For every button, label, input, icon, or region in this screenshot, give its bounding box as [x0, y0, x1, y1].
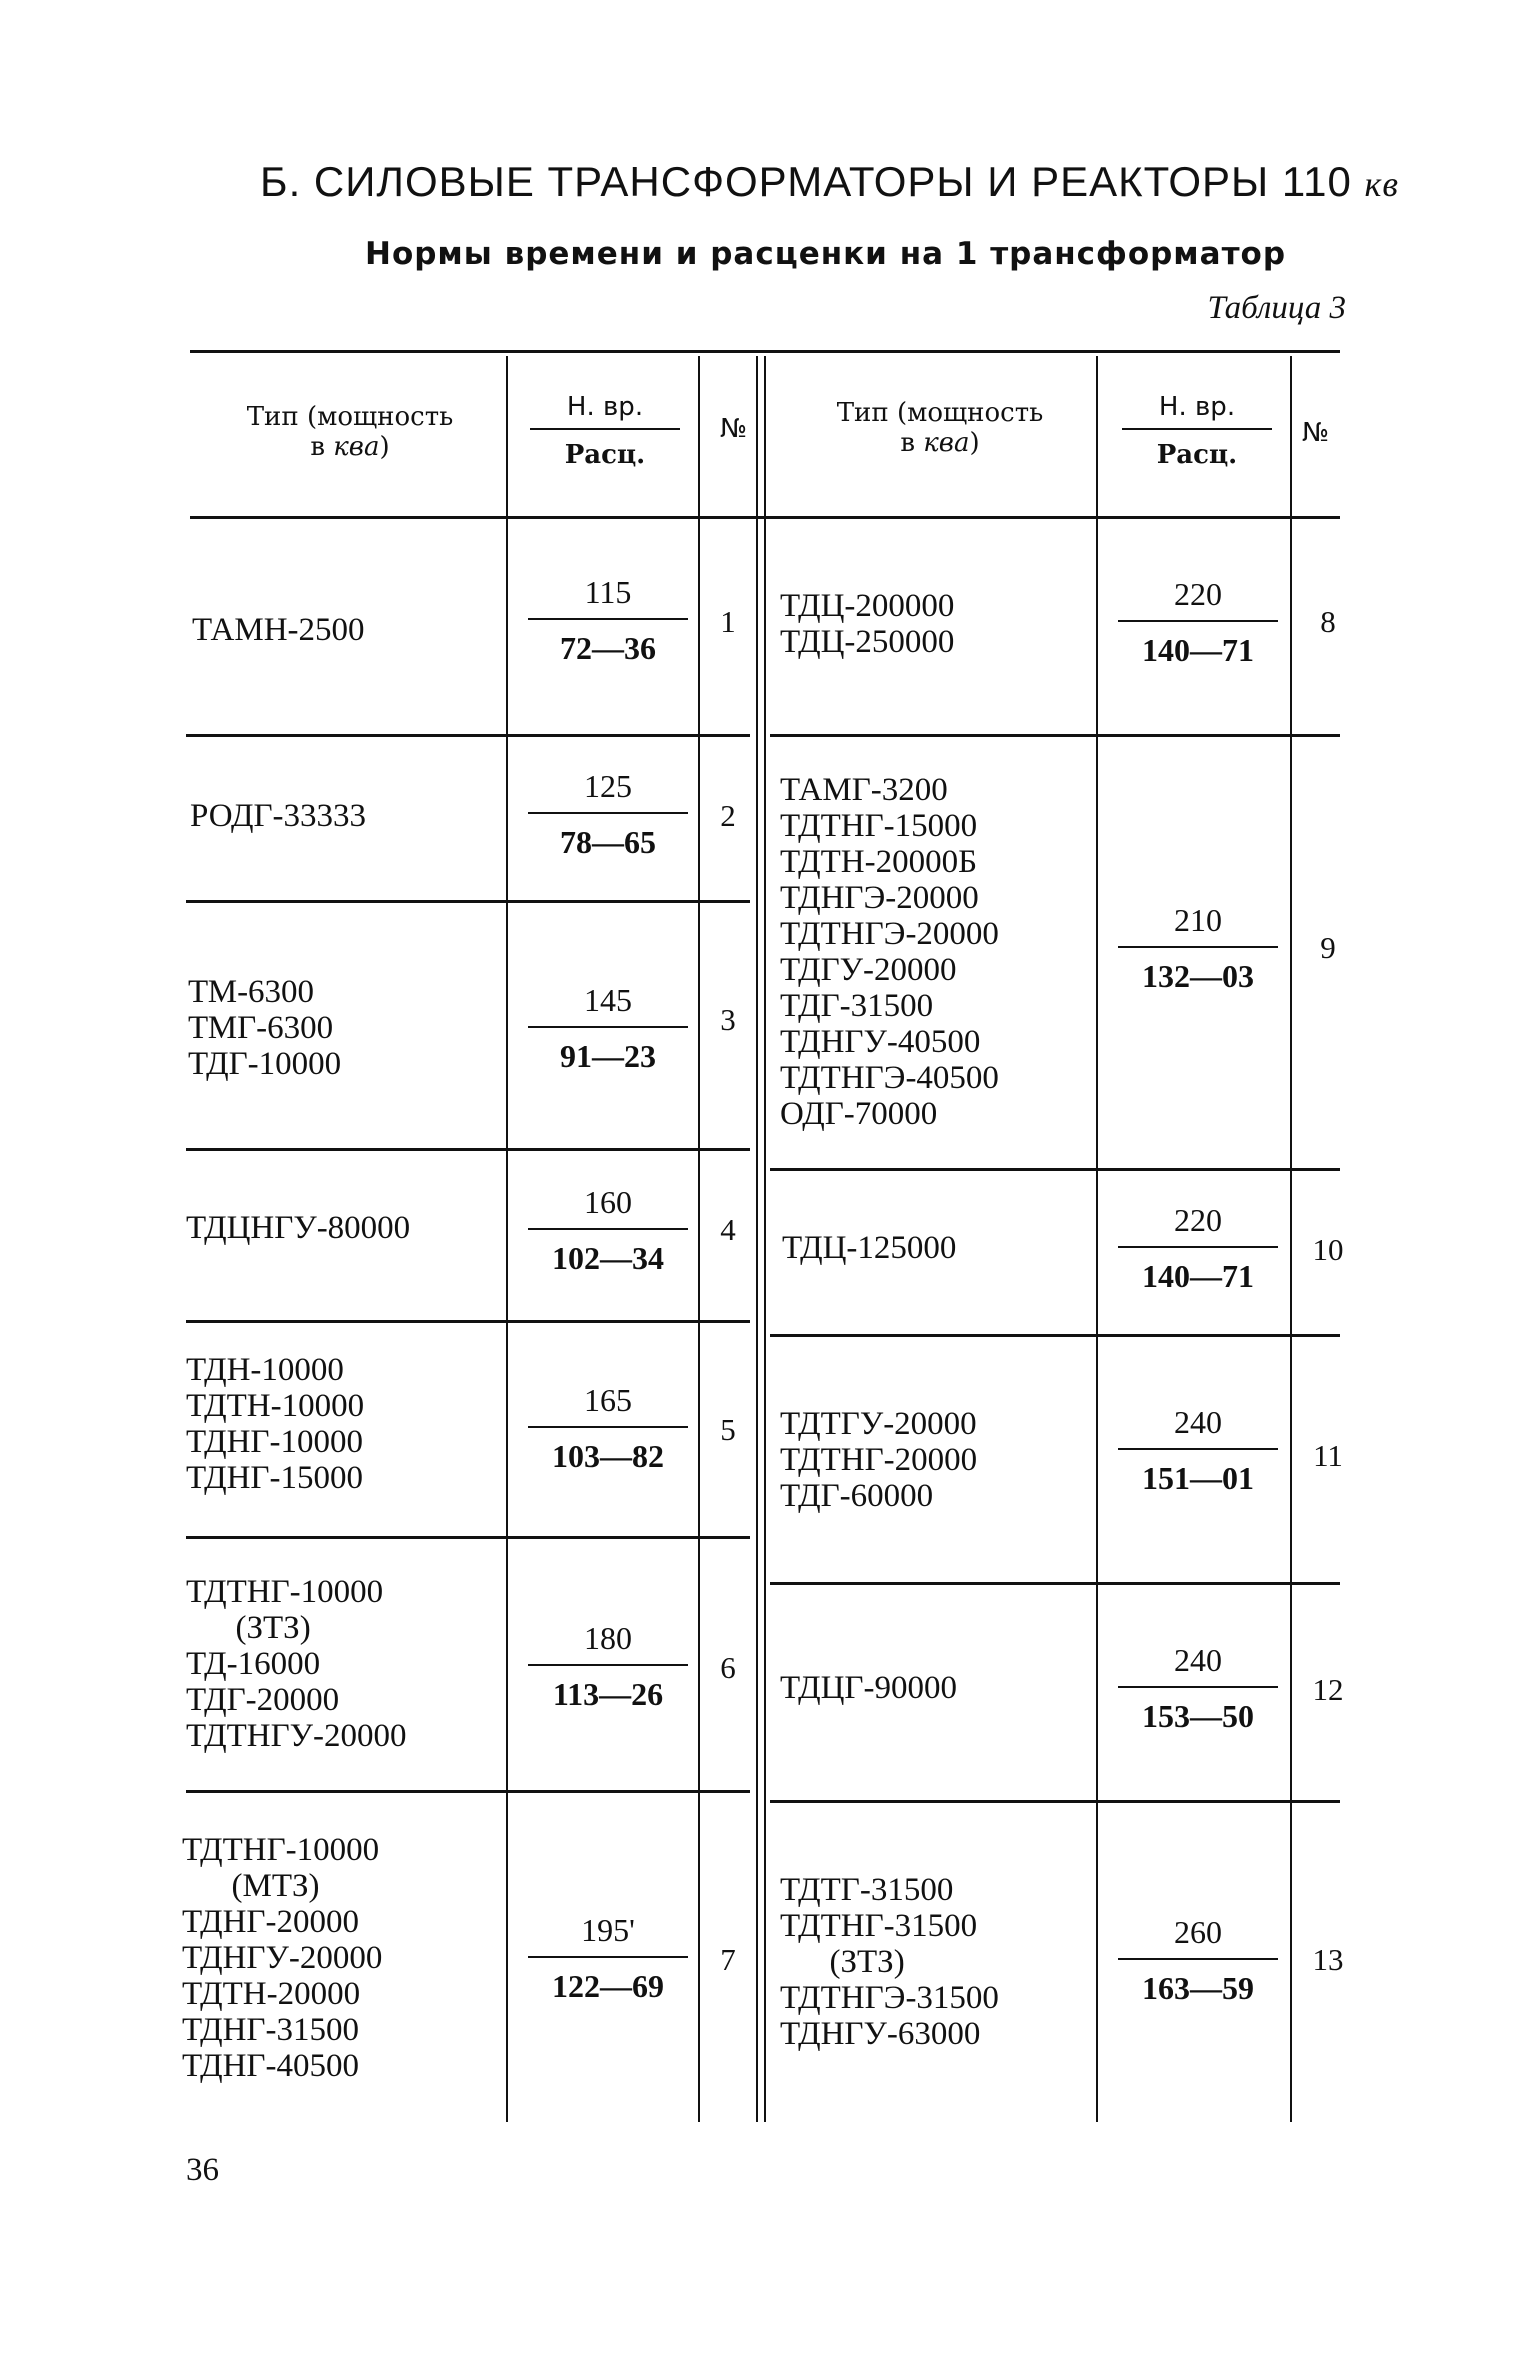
rate: 153—50 — [1142, 1698, 1254, 1734]
transformer-type: ОДГ-70000 — [780, 1096, 938, 1132]
column-rule — [1096, 356, 1098, 2122]
norm-time: 165 — [584, 1382, 632, 1418]
row-divider — [186, 1148, 750, 1151]
transformer-type: ТДТНГУ-20000 — [186, 1718, 407, 1754]
transformer-type: ТДТН-10000 — [186, 1388, 365, 1424]
column-rule — [698, 356, 700, 2122]
norm-time: 115 — [584, 574, 632, 610]
norm-rate — [528, 574, 688, 666]
norm-rate — [1118, 1202, 1278, 1294]
column-header-type-line1: Тип (мощность — [246, 402, 454, 432]
center-double-rule — [764, 356, 766, 2122]
column-rule — [1290, 356, 1292, 2122]
transformer-types — [192, 612, 365, 648]
transformer-type: ТАМГ-3200 — [780, 772, 948, 808]
fraction-bar — [528, 618, 688, 620]
column-header-type-suffix: ) — [379, 432, 390, 462]
fraction-bar — [528, 1956, 688, 1958]
column-header-type-line2 — [200, 432, 500, 462]
transformer-type: ТДЦ-250000 — [780, 624, 955, 660]
transformer-types — [186, 1210, 410, 1246]
transformer-type: ТДТНГЭ-40500 — [780, 1060, 999, 1096]
rate: 140—71 — [1142, 632, 1254, 668]
column-header-norm-time: Н. вр. — [566, 392, 644, 422]
transformer-type: ТДТНГ-20000 — [780, 1442, 978, 1478]
norm-rate — [528, 1382, 688, 1474]
transformer-type: ТДТНГЭ-20000 — [780, 916, 999, 952]
transformer-type: ТМ-6300 — [188, 974, 315, 1010]
row-divider — [770, 1168, 1340, 1171]
transformer-type: ТДТНГ-31500 — [780, 1908, 978, 1944]
transformer-type: ТДЦ-200000 — [780, 588, 955, 624]
rate: 102—34 — [552, 1240, 664, 1276]
table-label: Таблица 3 — [1207, 290, 1346, 326]
transformer-types — [186, 1352, 364, 1496]
row-divider — [770, 1334, 1340, 1337]
rate: 132—03 — [1142, 958, 1254, 994]
transformer-type: ТДНГУ-63000 — [780, 2016, 981, 2052]
fraction-bar — [528, 1228, 688, 1230]
row-number: 9 — [1320, 930, 1336, 965]
norm-rate — [1118, 1642, 1278, 1734]
rate: 91—23 — [560, 1038, 656, 1074]
norm-rate — [528, 768, 688, 860]
rate: 113—26 — [552, 1676, 664, 1712]
transformer-types — [182, 1832, 382, 2084]
transformer-type: ТДТНГ-10000 — [182, 1832, 380, 1868]
row-number: 3 — [720, 1002, 736, 1037]
fraction-bar — [1118, 1958, 1278, 1960]
fraction-bar — [530, 428, 680, 430]
column-header-type-suffix: ) — [969, 428, 980, 458]
norm-time: 220 — [1174, 1202, 1222, 1238]
norm-rate — [528, 1912, 688, 2004]
transformer-type: ТДГ-10000 — [188, 1046, 342, 1082]
row-divider — [770, 1800, 1340, 1803]
row-divider — [186, 734, 750, 737]
column-header-type — [200, 402, 500, 462]
transformer-type: ТДНГУ-40500 — [780, 1024, 981, 1060]
row-divider — [186, 1536, 750, 1539]
transformer-type: ТДГ-60000 — [780, 1478, 934, 1514]
transformer-type: ТДНГУ-20000 — [182, 1940, 383, 1976]
column-header-type-prefix: в — [310, 432, 334, 462]
norm-time: 210 — [1174, 902, 1222, 938]
fraction-bar — [528, 1026, 688, 1028]
rate: 72—36 — [560, 630, 656, 666]
transformer-type: ТД-16000 — [186, 1646, 321, 1682]
rate: 122—69 — [552, 1968, 664, 2004]
column-header-rate: Расц. — [1156, 440, 1238, 470]
section-title-text: Б. СИЛОВЫЕ ТРАНСФОРМАТОРЫ И РЕАКТОРЫ 110 — [260, 158, 1352, 205]
column-header-type-prefix: в — [900, 428, 924, 458]
transformer-type: ТДЦ-125000 — [782, 1230, 957, 1266]
transformer-type: ТДНГ-31500 — [182, 2012, 359, 2048]
row-divider — [186, 1790, 750, 1793]
transformer-type: ТДНГ-10000 — [186, 1424, 363, 1460]
table-top-rule — [190, 350, 1340, 353]
transformer-type: (ЗТЗ) — [186, 1610, 311, 1646]
transformer-types — [780, 1406, 977, 1514]
row-number: 2 — [720, 798, 736, 833]
rate: 151—01 — [1142, 1460, 1254, 1496]
column-header-type-unit: ква — [923, 428, 970, 458]
transformer-type: РОДГ-33333 — [190, 798, 367, 834]
column-header-type-line2 — [790, 428, 1090, 458]
row-divider — [770, 734, 1340, 737]
row-number: 5 — [720, 1412, 736, 1447]
transformer-type: ТДТНГ-15000 — [780, 808, 978, 844]
transformer-type: ТАМН-2500 — [192, 612, 365, 648]
transformer-type: ТДГ-20000 — [186, 1682, 340, 1718]
transformer-types — [780, 1670, 957, 1706]
transformer-type: ТДНГ-15000 — [186, 1460, 363, 1496]
row-number: 10 — [1312, 1232, 1344, 1267]
fraction-bar — [528, 1664, 688, 1666]
norm-rate — [1118, 576, 1278, 668]
section-title-unit: кв — [1364, 164, 1399, 204]
norm-time: 220 — [1174, 576, 1222, 612]
rate: 140—71 — [1142, 1258, 1254, 1294]
transformer-type: ТМГ-6300 — [188, 1010, 334, 1046]
transformer-type: ТДТГ-31500 — [780, 1872, 954, 1908]
column-header-type — [790, 398, 1090, 458]
column-header-norm — [1122, 392, 1272, 470]
transformer-types — [780, 588, 954, 660]
transformer-type: ТДГУ-20000 — [780, 952, 957, 988]
fraction-bar — [1118, 1686, 1278, 1688]
transformer-types — [186, 1574, 407, 1754]
norm-rate — [1118, 902, 1278, 994]
transformer-types — [780, 772, 999, 1132]
column-header-type-unit: ква — [333, 432, 380, 462]
transformer-type: (ЗТЗ) — [780, 1944, 905, 1980]
fraction-bar — [1118, 620, 1278, 622]
fraction-bar — [528, 812, 688, 814]
transformer-type: ТДГ-31500 — [780, 988, 934, 1024]
transformer-type: ТДНГ-40500 — [182, 2048, 359, 2084]
row-number: 11 — [1313, 1438, 1343, 1473]
norm-rate — [528, 982, 688, 1074]
transformer-type: ТДЦНГУ-80000 — [186, 1210, 411, 1246]
transformer-type: ТДН-10000 — [186, 1352, 344, 1388]
fraction-bar — [1118, 1448, 1278, 1450]
rate: 103—82 — [552, 1438, 664, 1474]
norm-time: 125 — [584, 768, 632, 804]
transformer-types — [190, 798, 366, 834]
norm-time: 240 — [1174, 1404, 1222, 1440]
norm-time: 145 — [584, 982, 632, 1018]
fraction-bar — [1118, 1246, 1278, 1248]
norm-time: 160 — [584, 1184, 632, 1220]
norm-time: 260 — [1174, 1914, 1222, 1950]
center-double-rule — [756, 356, 758, 2122]
rate: 78—65 — [560, 824, 656, 860]
transformer-types — [188, 974, 341, 1082]
norm-rate — [528, 1620, 688, 1712]
row-divider — [186, 1320, 750, 1323]
row-divider — [770, 1582, 1340, 1585]
transformer-type: ТДЦГ-90000 — [780, 1670, 957, 1706]
transformer-type: ТДТГУ-20000 — [780, 1406, 977, 1442]
transformer-types — [780, 1872, 999, 2052]
row-number: 4 — [720, 1212, 736, 1247]
row-number: 1 — [720, 604, 736, 639]
page-number: 36 — [186, 2152, 219, 2188]
fraction-bar — [1122, 428, 1272, 430]
column-header-number: № — [720, 414, 748, 444]
row-number: 8 — [1320, 604, 1336, 639]
norm-time: 180 — [584, 1620, 632, 1656]
norm-rate — [1118, 1914, 1278, 2006]
rate: 163—59 — [1142, 1970, 1254, 2006]
transformer-type: ТДТНГЭ-31500 — [780, 1980, 999, 2016]
fraction-bar — [1118, 946, 1278, 948]
norm-rate — [1118, 1404, 1278, 1496]
row-number: 13 — [1312, 1942, 1344, 1977]
column-header-rate: Расц. — [564, 440, 646, 470]
row-number: 7 — [720, 1942, 736, 1977]
column-header-norm-time: Н. вр. — [1158, 392, 1236, 422]
row-number: 6 — [720, 1650, 736, 1685]
transformer-types — [782, 1230, 956, 1266]
column-header-norm — [530, 392, 680, 470]
row-number: 12 — [1312, 1672, 1344, 1707]
norm-rate — [528, 1184, 688, 1276]
fraction-bar — [528, 1426, 688, 1428]
norm-time: 240 — [1174, 1642, 1222, 1678]
transformer-type: (МТЗ) — [182, 1868, 320, 1904]
subtitle: Нормы времени и расценки на 1 трансформатор — [365, 236, 1287, 272]
norm-time: 195' — [581, 1912, 635, 1948]
section-title — [260, 158, 1399, 206]
transformer-type: ТДНГЭ-20000 — [780, 880, 979, 916]
column-rule — [506, 356, 508, 2122]
column-header-type-line1: Тип (мощность — [836, 398, 1044, 428]
column-header-number: № — [1302, 418, 1330, 448]
row-divider — [186, 900, 750, 903]
transformer-type: ТДТН-20000Б — [780, 844, 978, 880]
transformer-type: ТДТН-20000 — [182, 1976, 361, 2012]
transformer-type: ТДНГ-20000 — [182, 1904, 359, 1940]
transformer-type: ТДТНГ-10000 — [186, 1574, 384, 1610]
